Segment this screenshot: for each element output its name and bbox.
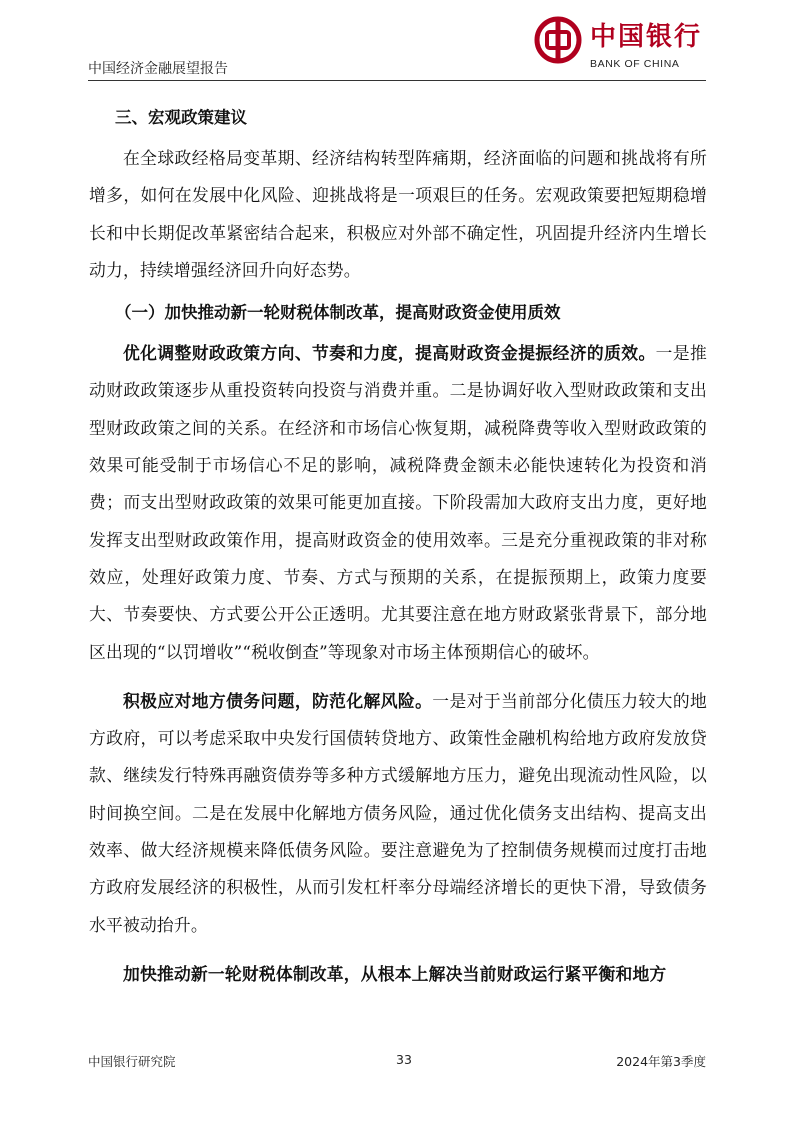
report-title: 中国经济金融展望报告 (88, 61, 228, 77)
bank-logo (534, 14, 706, 76)
paragraph-lead: 加快推动新一轮财税体制改革，从根本上解决当前财政运行紧平衡和地方 (123, 963, 667, 984)
logo-chinese-text: 中国银行 (590, 22, 703, 52)
footer-institute: 中国银行研究院 (88, 1054, 176, 1069)
section-heading: 三、宏观政策建议 (115, 108, 247, 127)
paragraph-body: 一是对于当前部分化债压力较大的地方政府，可以考虑采取中央发行国债转贷地方、政策性金融机构给地方政府发放贷款、继续发行特殊再融资债券等多种方式缓解地方压力，避免出现流动性风险，以时间换空间。二是在发展中化解地方债务风险，通过优化债务支出结构、提高支出效率、做大经济规模来降低债务风险。要注意避免为了控制债务规模而过度打击地方政府发展经济的积极性，从而引发杠杆率分母端经济增长的更快下滑，导致债务水平被动抬升。 (89, 690, 707, 935)
logo-english-text: BANK OF CHINA (590, 58, 680, 70)
paragraph-lead: 优化调整财政政策方向、节奏和力度，提高财政资金提振经济的质效。 (123, 343, 656, 364)
paragraph-tax-reform (89, 956, 707, 993)
section-intro-paragraph: 在全球政经格局变革期、经济结构转型阵痛期，经济面临的问题和挑战将有所增多，如何在发展中化风险、迎挑战将是一项艰巨的任务。宏观政策要把短期稳增长和中长期促改革紧密结合起来，积极应对外部不确定性，巩固提升经济内生增长动力，持续增强经济回升向好态势。 (89, 148, 707, 280)
paragraph-body: 一是推动财政政策逐步从重投资转向投资与消费并重。二是协调好收入型财政政策和支出型财政政策之间的关系。在经济和市场信心恢复期，减税降费等收入型财政政策的效果可能受制于市场信心不足的影响，减税降费金额未必能快速转化为投资和消费；而支出型财政政策的效果可能更加直接。下阶段需加大政府支出力度，更好地发挥支出型财政政策作用，提高财政资金的使用效率。三是充分重视政策的非对称效应，处理好政策力度、节奏、方式与预期的关系，在提振预期上，政策力度要大、节奏要快、方式要公开公正透明。尤其要注意在地方财政紧张背景下，部分地区出现的“以罚增收”“税收倒查”等现象对市场主体预期信心的破坏。 (89, 343, 708, 662)
page-header (88, 0, 706, 84)
footer-period: 2024年第3季度 (616, 1054, 706, 1069)
paragraph-lead: 积极应对地方债务问题，防范化解风险。 (123, 690, 433, 711)
page-number: 33 (396, 1052, 412, 1067)
header-divider (88, 80, 706, 81)
paragraph-fiscal-policy (89, 335, 707, 671)
paragraph-local-debt (89, 683, 707, 944)
page-footer (88, 1052, 706, 1072)
page-body (89, 106, 707, 1005)
subsection-heading: （一）加快推动新一轮财税体制改革，提高财政资金使用质效 (115, 303, 561, 323)
bank-of-china-emblem-icon (534, 16, 582, 64)
